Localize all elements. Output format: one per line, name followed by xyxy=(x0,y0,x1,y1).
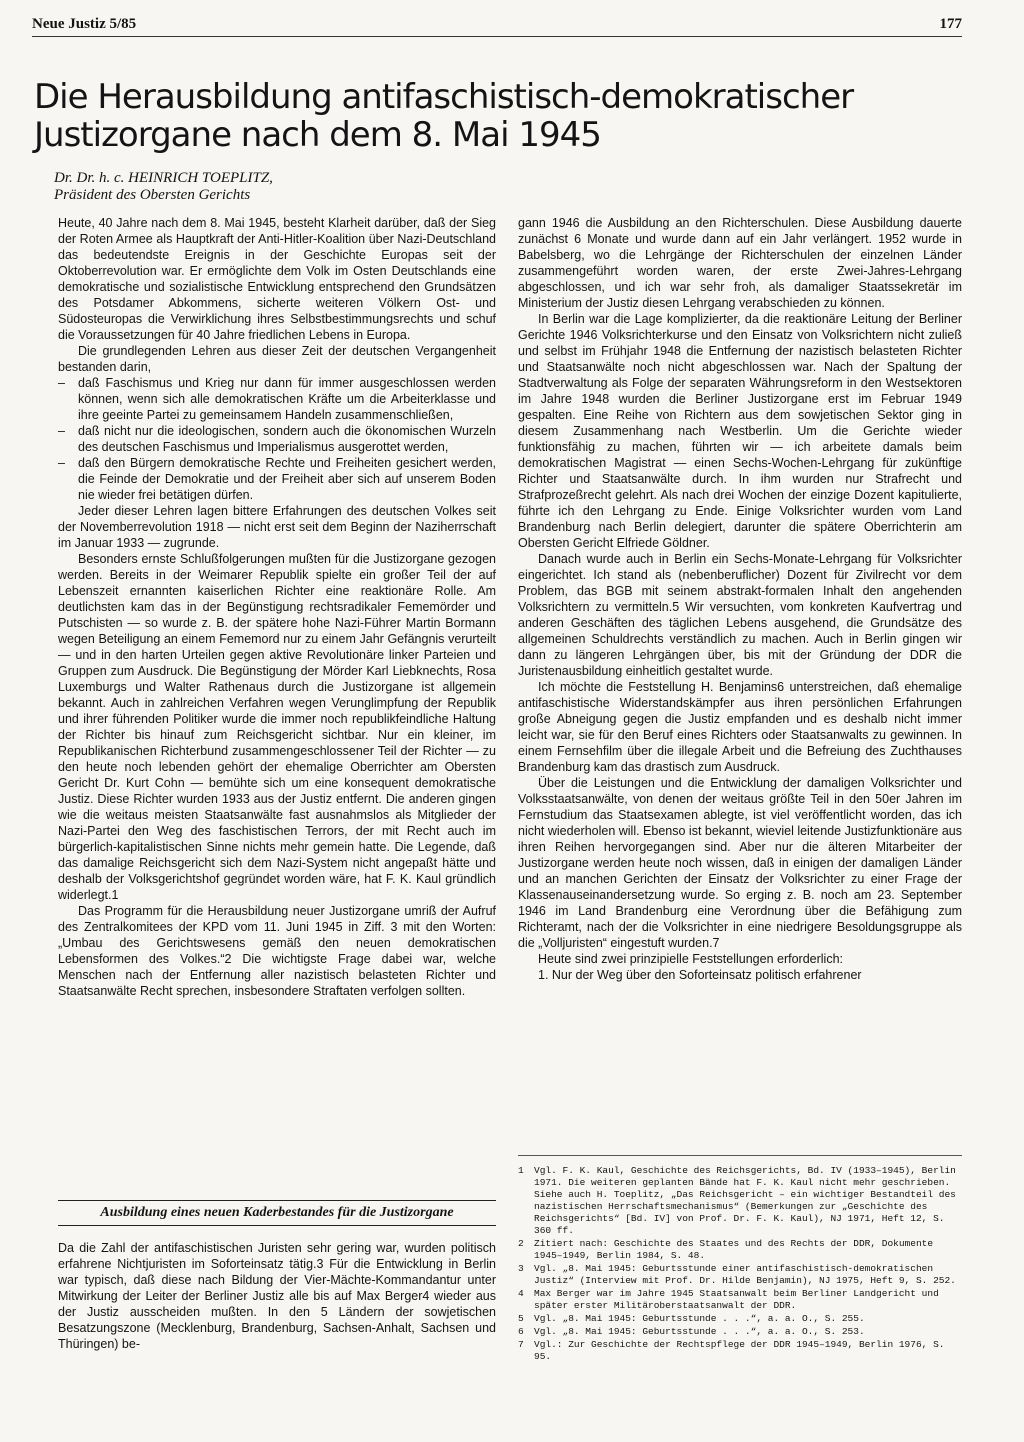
footnote-text: Zitiert nach: Geschichte des Staates und des Rechts der DDR, Dokumente 1945–1949, Berlin 1984, S. 48. xyxy=(534,1238,934,1261)
list-item: – daß Faschismus und Krieg nur dann für immer ausgeschlossen werden können, wenn sich alle demokratischen Kräfte um die Arbeiterklasse und ihre geeinte Partei zu gemeinsamem Handeln zusammenschließen, xyxy=(78,375,496,423)
paragraph: Die grundlegenden Lehren aus dieser Zeit der deutschen Vergangenheit bestanden darin, xyxy=(58,344,496,374)
footnote-number: 3 xyxy=(518,1263,524,1274)
footnote-number: 2 xyxy=(518,1238,524,1249)
paragraph: Über die Leistungen und die Entwicklung der damaligen Volksrichter und Volksstaatsanwälte, von denen der weitaus größte Teil in den 50er Jahren im Fernstudium das Staatsexamen ablegte, ist viel veröffentlicht worden, das ich nicht wiederholen will. Ebenso ist bekannt, wieviel leitende Justizfunktionäre aus ihren Reihen hervorgegangen sind. Aber nur die älteren Mitarbeiter der Justizorgane werden heute noch wissen, daß in einigen der damaligen Länder und an manchen Gerichten der Einsatz der Volksrichter zu einer Frage der Klassenauseinandersetzung wurde. So erging z. B. noch am 23. September 1946 im Land Brandenburg eine Verordnung über die Befähigung zum Richteramt, nach der die Volksrichter in eine niedrigere Besoldungsgruppe als die „Volljuristen“ eingestuft wurden.7 xyxy=(518,776,963,950)
paragraph: Das Programm für die Herausbildung neuer Justizorgane umriß der Aufruf des Zentralkomitees der KPD vom 11. Juni 1945 in Ziff. 3 mit den Worten: „Umbau des Gerichtswesens gemäß den neuen demokratischen Lebensformen des Volkes.“2 Die wichtigste Frage dabei war, welche Menschen nach der Entfernung aller nazistisch belasteten Richter und Staatsanwälte Recht sprechen, insbesondere Straftaten verfolgen sollten. xyxy=(58,904,496,998)
list-item: – daß den Bürgern demokratische Rechte und Freiheiten gesichert werden, die Feinde der Demokratie und der Freiheit aber sich auf unserem Boden nie wieder frei betätigen dürfen. xyxy=(78,455,496,503)
paragraph: Jeder dieser Lehren lagen bittere Erfahrungen des deutschen Volkes seit der Novemberrevolution 1918 — nicht erst seit dem Beginn der Naziherrschaft im Januar 1933 — zugrunde. xyxy=(58,504,496,550)
footnote-text: Vgl. „8. Mai 1945: Geburtsstunde . . .“, a. a. O., S. 253. xyxy=(534,1326,865,1337)
author-role: Präsident des Obersten Gerichts xyxy=(54,187,251,203)
footnote-text: Vgl. F. K. Kaul, Geschichte des Reichsgerichts, Bd. IV (1933–1945), Berlin 1971. Die weiteren geplanten Bände hat F. K. Kaul nicht mehr geschrieben. Siehe auch H. Toeplitz, „Das Reichsgericht – ein wichtiger Bestandteil des nazistischen Herrschaftsmechanismus“ (Bemerkungen zur „Geschichte des Reichsgerichts“ [Bd. IV] von Prof. Dr. F. K. Kaul), NJ 1971, Heft 12, S. 360 ff. xyxy=(534,1165,956,1236)
header-rule xyxy=(32,36,962,37)
paragraph: gann 1946 die Ausbildung an den Richterschulen. Diese Ausbildung dauerte zunächst 6 Monate und wurde dann auf ein Jahr verlängert. 1952 wurde in Babelsberg, wo die Lehrgänge der Richterschulen der einzelnen Länder zusammengeführt worden waren, der erste Zwei-Jahres-Lehrgang abgeschlossen, und ich war sehr froh, als damaliger Staatssekretär im Ministerium der Justiz diesen Lehrgang verabschieden zu können. xyxy=(518,216,962,310)
paragraph: Heute, 40 Jahre nach dem 8. Mai 1945, besteht Klarheit darüber, daß der Sieg der Roten Armee als Hauptkraft der Anti-Hitler-Koalition über Nazi-Deutschland das bedeutendste Ereignis in der Geschichte Europas seit der Oktoberrevolution war. Er ermöglichte dem Volk im Osten Deutschlands eine demokratische und sozialistische Entwicklung entsprechend den Grundsätzen des Potsdamer Abkommens, sicherte weiteren Völkern Ost- und Südosteuropas die Verwirklichung ihres Selbstbestimmungsrechts und schuf die Voraussetzungen für 40 Jahre friedlichen Lebens in Europa. xyxy=(58,216,496,342)
footnote-number: 5 xyxy=(518,1313,524,1324)
footnote-rule xyxy=(518,1155,962,1156)
footnote-number: 1 xyxy=(518,1165,524,1176)
paragraph: Besonders ernste Schlußfolgerungen mußten für die Justizorgane gezogen werden. Bereits in der Weimarer Republik spielte ein großer Teil der auf Lebenszeit ernannten kaiserlichen Richter eine reaktionäre Rolle. Am deutlichsten kam das in der Begünstigung rechtsradikaler Fememörder und Putschisten — so wurde z. B. der spätere hohe Nazi-Führer Martin Bormann wegen Beteiligung an einem Fememord nur zu einem Jahr Gefängnis verurteilt — und in den harten Urteilen gegen aktive Revolutionäre linker Parteien und Gruppen zum Ausdruck. Die Begünstigung der Mörder Karl Liebknechts, Rosa Luxemburgs und Walter Rathenaus durch die Justizorgane ist allgemein bekannt. Auch in zahlreichen Verfahren wegen Verunglimpfung der Republik und ihrer führenden Politiker wurde die immer noch republikfeindliche Haltung der Richter bis hinauf zum Reichsgericht sichtbar. Nur ein kleiner, im Republikanischen Richterbund zusammengeschlossener Teil der Richter — zu den heute noch lebenden gehört der ehemalige Oberrichter am Obersten Gericht Dr. Kurt Cohn — bemühte sich um eine konsequent demokratische Justiz. Diese Richter wurden 1933 aus der Justiz entfernt. Die anderen gingen wie die weitaus meisten Staatsanwälte fast ausnahmslos als Mitglieder der Nazi-Partei den Weg des faschistischen Terrors, der mit Recht auch im bürgerlich-kapitalistischen Sinne nichts mehr gemein hatte. Die Legende, daß das damalige Reichsgericht sich dem Nazi-System nicht angepaßt hätte und deshalb der Volksgerichtshof gegründet worden wäre, hat F. K. Kaul gründlich widerlegt.1 xyxy=(58,552,496,902)
journal-issue: Neue Justiz 5/85 xyxy=(32,16,137,32)
footnotes xyxy=(518,1165,962,1364)
article-title: Die Herausbildung antifaschistisch-demokratischer Justizorgane nach dem 8. Mai 1945 xyxy=(34,77,854,155)
running-header xyxy=(32,14,962,36)
footnote-number: 4 xyxy=(518,1288,524,1299)
footnote xyxy=(518,1313,962,1325)
section-heading: Ausbildung eines neuen Kaderbestandes für die Justizorgane xyxy=(58,1200,496,1226)
paragraph: Ich möchte die Feststellung H. Benjamins6 unterstreichen, daß ehemalige antifaschistische Widerstandskämpfer aus ihren persönlichen Erfahrungen große Abneigung gegen die Justiz empfanden und es deshalb nicht immer leicht war, sie für den Beruf eines Richters oder Staatsanwalts zu gewinnen. In einem Fernsehfilm über die illegale Arbeit und die Befreiung des Zuchthauses Brandenburg kam das drastisch zum Ausdruck. xyxy=(518,680,962,774)
page-number: 177 xyxy=(939,16,962,32)
byline xyxy=(54,170,654,204)
footnote-number: 6 xyxy=(518,1326,524,1337)
paragraph: Danach wurde auch in Berlin ein Sechs-Monate-Lehrgang für Volksrichter eingerichtet. Ich stand als (nebenberuflicher) Dozent für Zivilrecht vor dem Problem, das BGB mit seinem abstrakt-formalen Inhalt den angehenden Volksrichtern zu vermitteln.5 Wir versuchten, vom konkreten Kaufvertrag und anderen Geschäften des täglichen Lebens ausgehend, die Grundsätze des allgemeinen Schuldrechts verständlich zu machen. Auch in Berlin gingen wir dann zu längeren Lehrgängen über, bis mit der Gründung der DDR die Juristenausbildung einheitlich gestaltet wurde. xyxy=(518,552,962,678)
footnote xyxy=(518,1339,962,1363)
list-item: – daß nicht nur die ideologischen, sondern auch die ökonomischen Wurzeln des deutschen Faschismus und Imperialismus ausgerottet werden, xyxy=(78,423,496,455)
column-left xyxy=(58,215,496,999)
column-right xyxy=(518,215,962,983)
paragraph: Da die Zahl der antifaschistischen Juristen sehr gering war, wurden politisch erfahrene Nichtjuristen im Soforteinsatz tätig.3 Für die Entwicklung in Berlin war typisch, daß diese nach Bildung der Vier-Mächte-Kommandantur unter Mitwirkung der Leiter der Berliner Justiz alle bis auf Max Berger4 wieder aus der Justiz ausscheiden mußten. In den 5 Ländern der sowjetischen Besatzungszone (Mecklenburg, Brandenburg, Sachsen-Anhalt, Sachsen und Thüringen) be- xyxy=(58,1241,496,1351)
paragraph: Heute sind zwei prinzipielle Feststellungen erforderlich: xyxy=(538,952,844,966)
footnote-text: Vgl. „8. Mai 1945: Geburtsstunde . . .“, a. a. O., S. 255. xyxy=(534,1313,865,1324)
footnote xyxy=(518,1263,962,1287)
footnote xyxy=(518,1288,962,1312)
footnote xyxy=(518,1165,962,1237)
footnote xyxy=(518,1238,962,1262)
footnote-text: Vgl.: Zur Geschichte der Rechtspflege der DDR 1945–1949, Berlin 1976, S. 95. xyxy=(534,1339,945,1362)
paragraph: In Berlin war die Lage komplizierter, da die reaktionäre Leitung der Berliner Gerichte 1946 Volksrichterkurse und den Einsatz von Volksrichtern nicht zuließ und selbst im Frühjahr 1948 die Entfernung der nazistisch belasteten Richter und Staatsanwälte noch nicht abgeschlossen war. Nach der Spaltung der Stadtverwaltung als Folge der separaten Währungsreform in den Westsektoren im Jahre 1948 wurden die Berliner Justizorgane erst im Februar 1949 gespalten. Eine Reihe von Richtern aus dem sowjetischen Sektor ging in diesem Zusammenhang nach Westberlin. Um die Gerichte wieder funktionsfähig zu machen, führten wir — ich arbeitete damals beim demokratischen Magistrat — einen Sechs-Wochen-Lehrgang für zukünftige Richter und Staatsanwälte durch. In ihm wurden nur Strafrecht und Strafprozeßrecht gelehrt. Als nach drei Wochen der einzige Dozent kapitulierte, führte ich den Lehrgang zu Ende. Einige Volksrichter wurden vom Land Brandenburg nach Berlin delegiert, darunter die spätere Oberrichterin am Obersten Gericht Elfriede Göldner. xyxy=(518,312,962,550)
lessons-list xyxy=(58,375,496,503)
author-name: Dr. Dr. h. c. HEINRICH TOEPLITZ, xyxy=(54,170,273,186)
footnote-text: Vgl. „8. Mai 1945: Geburtsstunde einer antifaschistisch-demokratischen Justiz“ (Interview mit Prof. Dr. Hilde Benjamin), NJ 1975, Heft 9, S. 252. xyxy=(534,1263,956,1286)
column-left-continued xyxy=(58,1240,496,1352)
paragraph: 1. Nur der Weg über den Soforteinsatz politisch erfahrener xyxy=(538,968,862,982)
footnote xyxy=(518,1326,962,1338)
footnote-number: 7 xyxy=(518,1339,524,1350)
footnote-text: Max Berger war im Jahre 1945 Staatsanwalt beim Berliner Landgericht und später erster Militäroberstaatsanwalt der DDR. xyxy=(534,1288,939,1311)
